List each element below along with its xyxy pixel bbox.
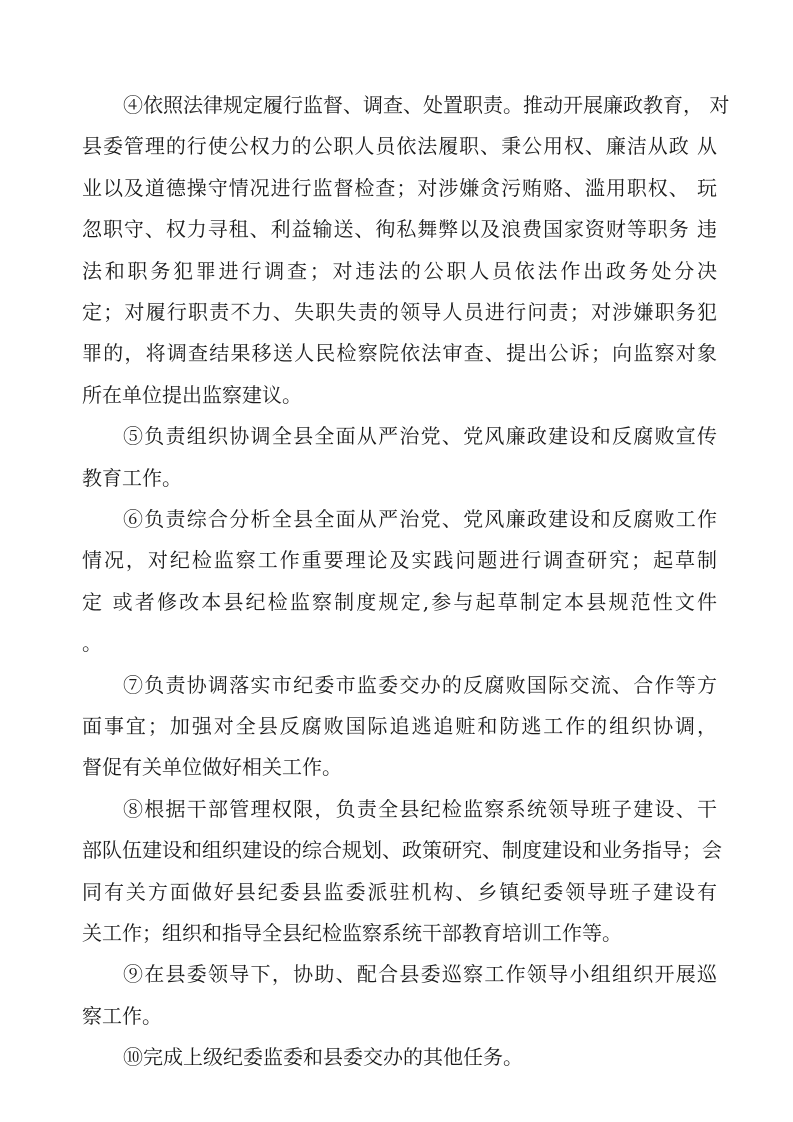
text-line: 所在单位提出监察建议。 (82, 382, 302, 407)
text-line: ⑤负责组织协调全县全面从严治党、党风廉政建设和反腐败宣传 (123, 424, 717, 449)
text-line: ⑨在县委领导下，协助、配合县委巡察工作领导小组组织开展巡 (123, 962, 717, 987)
text-line: 法和职务犯罪进行调查；对违法的公职人员依法作出政务处分决 (82, 258, 717, 283)
text-line: 部队伍建设和组织建设的综合规划、政策研究、制度建设和业务指导；会 (82, 838, 722, 863)
text-line: 定 或者修改本县纪检监察制度规定,参与起草制定本县规范性文件 (82, 589, 717, 614)
text-line: ④依照法律规定履行监督、调查、处置职责。推动开展廉政教育， 对 (123, 93, 730, 117)
text-line: 教育工作。 (82, 465, 182, 490)
text-line: 同有关方面做好县纪委县监委派驻机构、乡镇纪委领导班子建设有 (82, 879, 717, 904)
text-line: 业以及道德操守情况进行监督检查；对涉嫌贪污贿赂、滥用职权、 玩 (82, 175, 717, 200)
text-line: 县委管理的行使公权力的公职人员依法履职、秉公用权、廉洁从政 从 (82, 134, 717, 159)
text-line: 。 (82, 631, 102, 656)
text-line: 定；对履行职责不力、失职失责的领导人员进行问责；对涉嫌职务犯 (82, 300, 717, 324)
text-line: 关工作；组织和指导全县纪检监察系统干部教育培训工作等。 (82, 921, 622, 945)
text-line: ⑥负责综合分析全县全面从严治党、党风廉政建设和反腐败工作 (123, 507, 717, 531)
text-line: ⑩完成上级纪委监委和县委交办的其他任务。 (123, 1045, 523, 1070)
text-line: 忽职守、权力寻租、利益输送、徇私舞弊以及浪费国家资财等职务 违 (82, 217, 717, 242)
text-line: 察工作。 (82, 1003, 162, 1028)
text-line: ⑦负责协调落实市纪委市监委交办的反腐败国际交流、合作等方 (123, 672, 717, 697)
text-line: 情况，对纪检监察工作重要理论及实践问题进行调查研究；起草制 (82, 548, 717, 573)
text-line: 面事宜；加强对全县反腐败国际追逃追赃和防逃工作的组织协调， (82, 714, 717, 738)
text-line: ⑧根据干部管理权限，负责全县纪检监察系统领导班子建设、干 (123, 796, 717, 821)
text-line: 督促有关单位做好相关工作。 (82, 755, 342, 780)
text-line: 罪的，将调查结果移送人民检察院依法审查、提出公诉；向监察对象 (82, 341, 717, 366)
